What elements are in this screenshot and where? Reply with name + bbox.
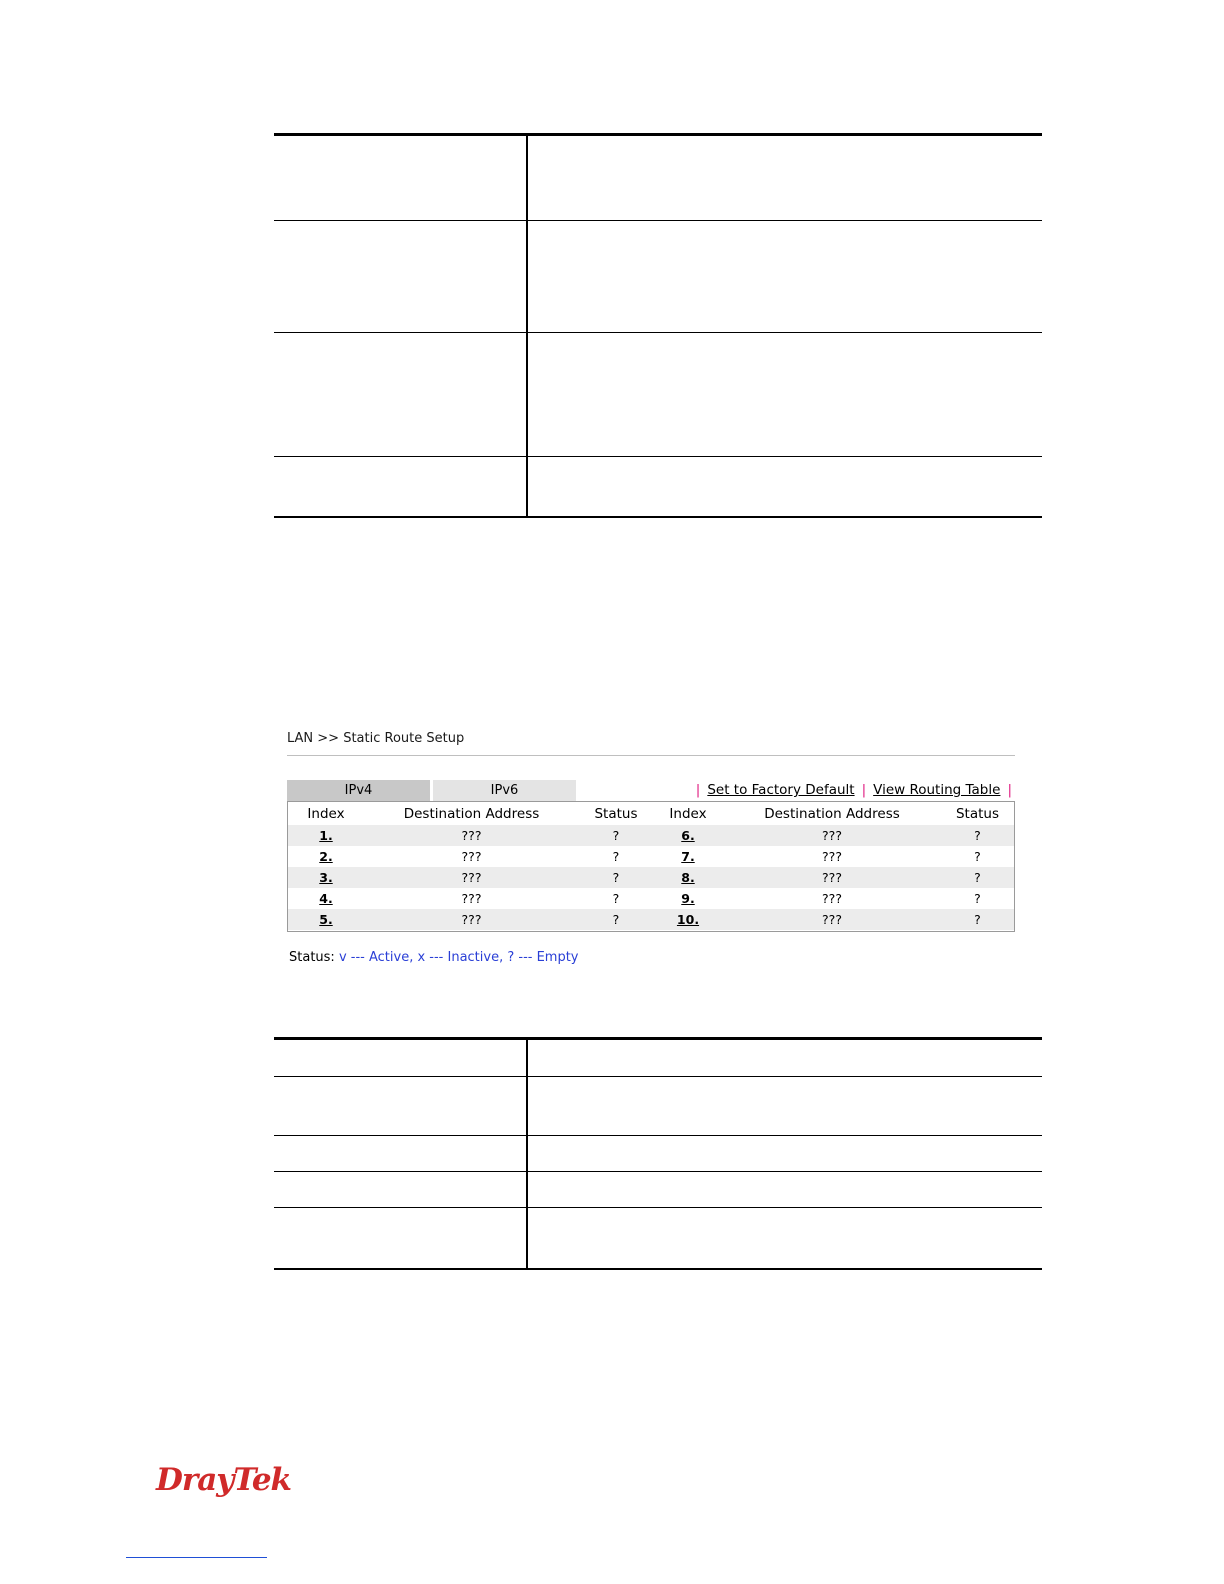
destination-address-cell: ??? [364, 825, 579, 846]
tabs-bar [287, 780, 1015, 801]
status-cell: ? [941, 867, 1014, 888]
draytek-logo: DrayTek [156, 1462, 292, 1498]
header-destination-address: Destination Address [403, 805, 540, 822]
status-legend [289, 950, 579, 965]
static-route-panel [287, 801, 1015, 932]
table-row [274, 457, 1042, 518]
table-row [288, 867, 1014, 888]
table-row [274, 1208, 1042, 1270]
breadcrumb: LAN >> Static Route Setup [287, 731, 1015, 756]
status-cell: ? [941, 825, 1014, 846]
destination-address-cell: ??? [461, 849, 482, 864]
column-divider [526, 1172, 528, 1207]
header-status: Status [594, 805, 638, 822]
set-factory-default-link[interactable]: Set to Factory Default [707, 782, 855, 798]
tab-ipv6[interactable]: IPv6 [433, 780, 576, 801]
route-index-link[interactable]: 7. [681, 849, 695, 864]
route-index-link[interactable]: 8. [681, 870, 695, 885]
view-routing-table-link[interactable]: View Routing Table [873, 782, 1001, 798]
column-divider [526, 221, 528, 332]
static-route-table [288, 802, 1014, 930]
route-index-link[interactable]: 5. [319, 912, 333, 927]
table-row [288, 909, 1014, 930]
status-legend-label: Status: [289, 950, 335, 965]
header-index: Index [307, 805, 345, 822]
status-cell: ? [579, 909, 653, 930]
destination-address-cell: ??? [364, 909, 579, 930]
table-header-row [288, 802, 1014, 825]
action-links [689, 780, 1012, 801]
table-row [274, 1172, 1042, 1208]
header-destination-address: Destination Address [764, 805, 900, 822]
column-divider [526, 1136, 528, 1171]
column-divider [526, 136, 528, 220]
route-index-link[interactable]: 3. [319, 870, 333, 885]
column-divider [526, 1077, 528, 1135]
separator: | [695, 782, 701, 798]
table-row [274, 1040, 1042, 1077]
tab-ipv4[interactable]: IPv4 [287, 780, 430, 801]
destination-address-cell: ??? [364, 867, 579, 888]
description-table-bottom [274, 1037, 1042, 1270]
route-index-link[interactable]: 2. [319, 849, 333, 864]
route-index-link[interactable]: 10. [676, 912, 700, 927]
header-index: Index [669, 805, 707, 822]
table-row [274, 333, 1042, 457]
status-cell: ? [974, 849, 981, 864]
destination-address-cell: ??? [822, 891, 842, 906]
destination-address-cell: ??? [461, 891, 482, 906]
route-index-link[interactable]: 9. [681, 891, 695, 906]
status-cell: ? [941, 909, 1014, 930]
description-table-top [274, 133, 1042, 518]
column-divider [526, 1208, 528, 1268]
column-divider [526, 1040, 528, 1076]
destination-address-cell: ??? [723, 867, 941, 888]
header-status: Status [955, 805, 1000, 822]
table-row [274, 1077, 1042, 1136]
route-index-link[interactable]: 6. [681, 828, 695, 843]
status-cell: ? [612, 891, 620, 906]
column-divider [526, 457, 528, 516]
table-row [288, 888, 1014, 909]
table-row [274, 1136, 1042, 1172]
destination-address-cell: ??? [723, 909, 941, 930]
destination-address-cell: ??? [822, 849, 842, 864]
separator: | [861, 782, 867, 798]
footer-link-underline [126, 1557, 267, 1558]
route-index-link[interactable]: 1. [319, 828, 333, 843]
separator: | [1007, 782, 1012, 798]
route-index-link[interactable]: 4. [319, 891, 333, 906]
table-row [274, 221, 1042, 333]
status-cell: ? [612, 849, 620, 864]
table-row [274, 136, 1042, 221]
destination-address-cell: ??? [723, 825, 941, 846]
table-row [288, 846, 1014, 867]
status-cell: ? [579, 867, 653, 888]
status-legend-text: v --- Active, x --- Inactive, ? --- Empty [338, 950, 579, 965]
status-cell: ? [579, 825, 653, 846]
column-divider [526, 333, 528, 456]
status-cell: ? [974, 891, 981, 906]
table-row [288, 825, 1014, 846]
